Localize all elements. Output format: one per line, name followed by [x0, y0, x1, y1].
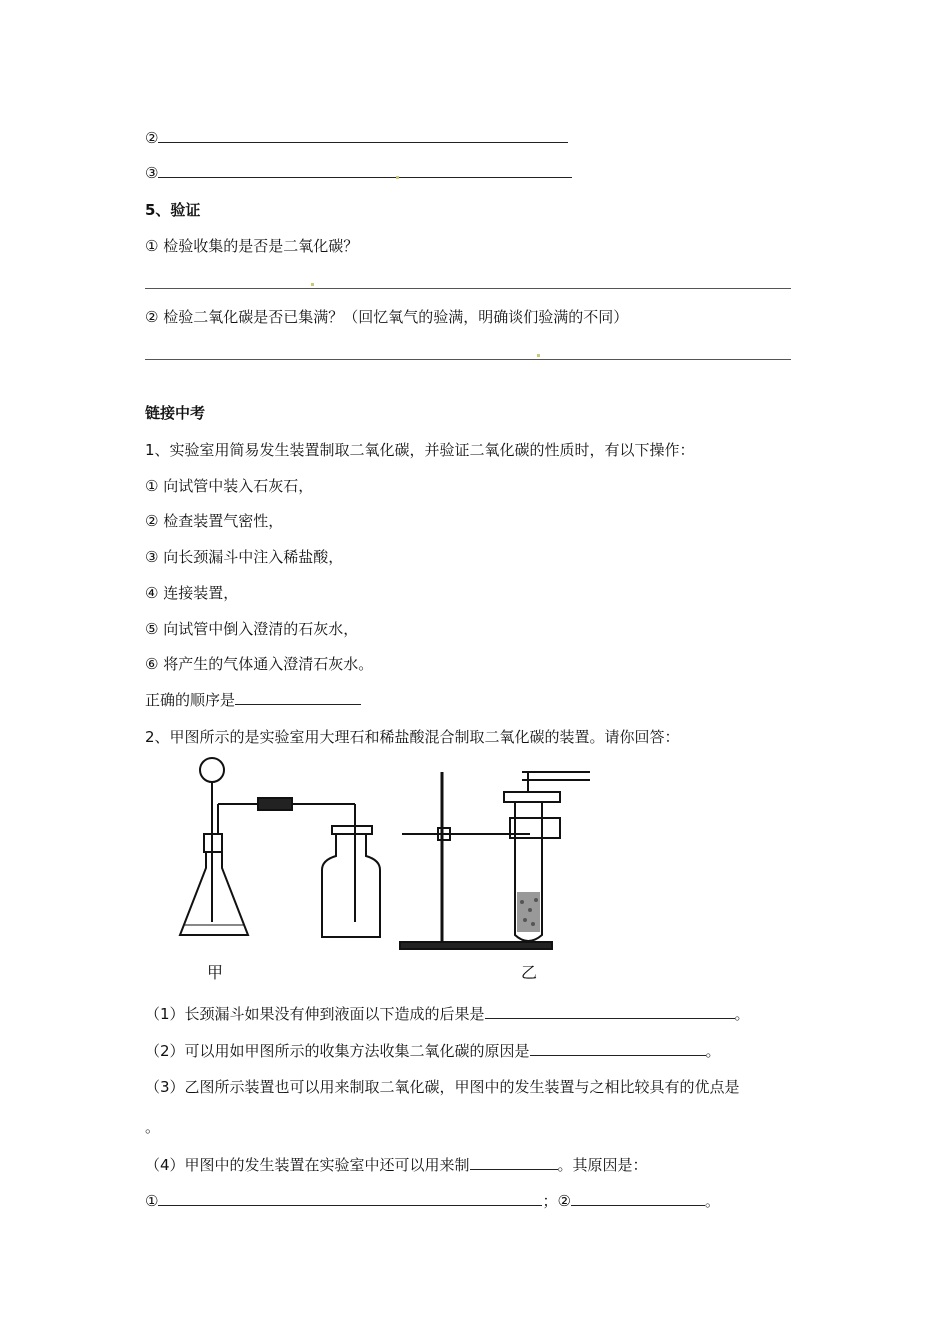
subquestion-4-reasons: ① ；② 。 — [145, 1192, 720, 1210]
order-blank[interactable] — [235, 690, 361, 705]
scan-speck — [396, 176, 399, 179]
sub4-gas-blank[interactable] — [470, 1155, 558, 1170]
subquestion-3: （3）乙图所示装置也可以用来制取二氧化碳，甲图中的发生装置与之相比较具有的优点是 — [145, 1078, 740, 1096]
operation-item: ② 检查装置气密性， — [145, 512, 284, 530]
step4-item-2: ② — [145, 128, 568, 148]
operation-item: ④ 连接装置， — [145, 584, 239, 602]
apparatus-figure — [170, 752, 610, 982]
answer-line[interactable] — [145, 359, 791, 360]
sub1-blank[interactable] — [485, 1004, 735, 1019]
subquestion-2: （2）可以用如甲图所示的收集方法收集二氧化碳的原因是 。 — [145, 1042, 721, 1060]
operation-item: ③ 向长颈漏斗中注入稀盐酸， — [145, 548, 344, 566]
subquestion-4: （4）甲图中的发生装置在实验室中还可以用来制 。其原因是： — [145, 1156, 648, 1174]
answer-line[interactable] — [145, 288, 791, 289]
exam-question-1: 1、实验室用简易发生装置制取二氧化碳，并验证二氧化碳的性质时，有以下操作： — [145, 441, 695, 459]
answer-blank[interactable] — [158, 163, 572, 178]
operation-item: ⑤ 向试管中倒入澄清的石灰水， — [145, 620, 359, 638]
scan-speck — [311, 283, 314, 286]
apparatus-drawing — [170, 752, 610, 982]
section-heading-exam: 链接中考 — [145, 404, 206, 422]
figure-label-yi: 乙 — [521, 963, 538, 982]
operation-item: ① 向试管中装入石灰石， — [145, 477, 314, 495]
reason-2-blank[interactable] — [571, 1191, 705, 1206]
reason-1-blank[interactable] — [158, 1191, 542, 1206]
question-check-full: ② 检验二氧化碳是否已集满？（回忆氧气的验满，明确谈们验满的不同） — [145, 308, 629, 326]
subquestion-1: （1）长颈漏斗如果没有伸到液面以下造成的后果是 。 — [145, 1005, 750, 1023]
operation-item: ⑥ 将产生的气体通入澄清石灰水。 — [145, 655, 374, 673]
scan-speck — [537, 354, 540, 357]
sub2-blank[interactable] — [530, 1041, 706, 1056]
order-answer-line: 正确的顺序是 — [145, 690, 361, 710]
exam-question-2: 2、甲图所示的是实验室用大理石和稀盐酸混合制取二氧化碳的装置。请你回答： — [145, 728, 680, 746]
section-heading-verify: 5、验证 — [145, 201, 201, 219]
answer-blank[interactable] — [158, 128, 568, 143]
subquestion-3-end: 。 — [145, 1118, 161, 1136]
question-verify-co2: ① 检验收集的是否是二氧化碳？ — [145, 237, 359, 255]
figure-label-jia: 甲 — [207, 963, 224, 982]
step4-item-3: ③ — [145, 163, 572, 183]
